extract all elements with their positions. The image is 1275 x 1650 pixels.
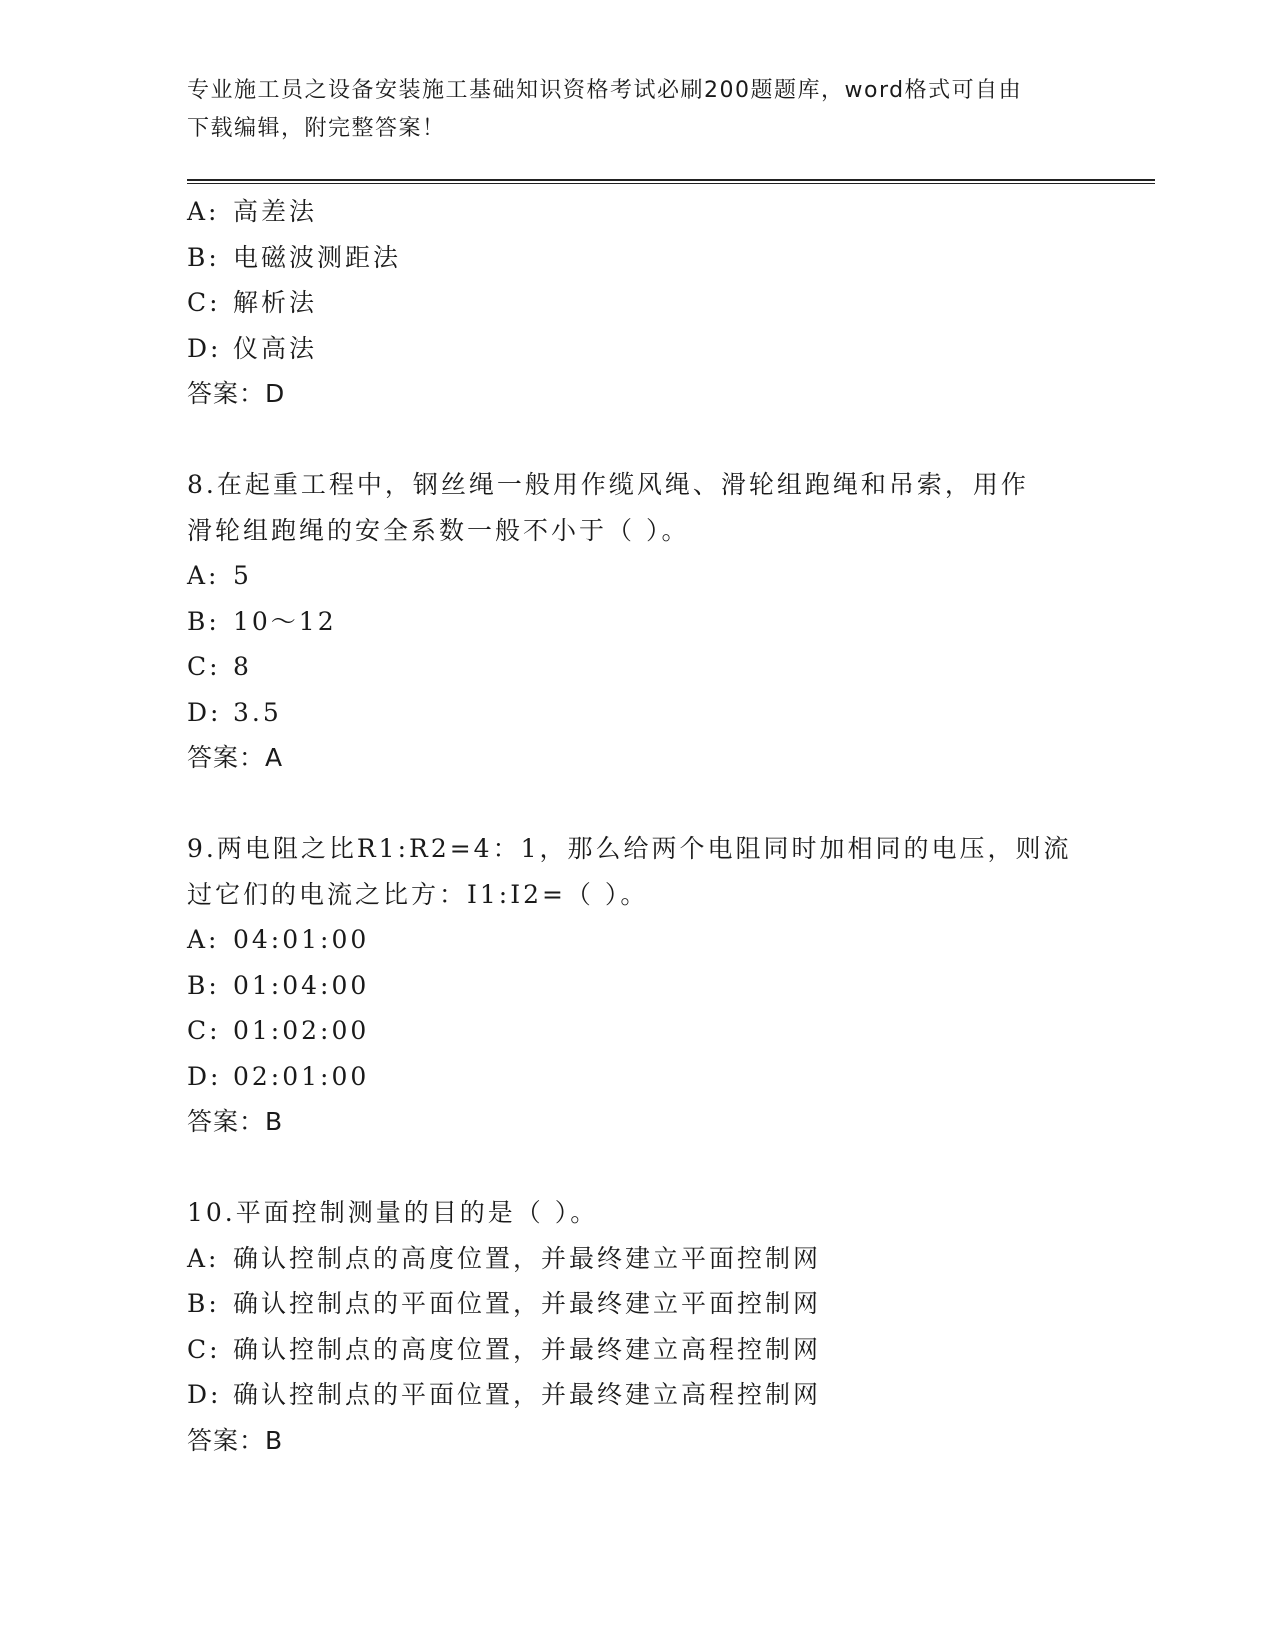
option-key: D: — [187, 1061, 222, 1091]
option-b — [187, 963, 1155, 1009]
option-text: 01:02:00 — [233, 1016, 370, 1045]
answer-line: 答案：B — [187, 1107, 284, 1136]
option-key: C: — [187, 652, 221, 681]
option-key: B: — [187, 970, 220, 1000]
option-key: B: — [187, 242, 220, 272]
question-block — [187, 417, 1155, 781]
option-key: A: — [187, 197, 220, 226]
option-key: D: — [187, 697, 222, 727]
option-text: 确认控制点的平面位置，并最终建立平面控制网 — [233, 1289, 822, 1318]
option-c — [187, 1327, 1155, 1373]
document-page — [187, 0, 1157, 1650]
question-spacer — [187, 781, 1155, 827]
question-spacer — [187, 417, 1155, 463]
option-a — [187, 917, 1155, 963]
question-block — [187, 189, 1155, 417]
option-a — [187, 189, 1155, 235]
option-text: 确认控制点的平面位置，并最终建立高程控制网 — [233, 1380, 822, 1409]
answer-line: 答案：B — [187, 1425, 284, 1455]
answer-line: 答案：A — [187, 743, 284, 772]
question-block — [187, 781, 1155, 1145]
question-stem-line: 滑轮组跑绳的安全系数一般不小于（ ）。 — [187, 515, 690, 545]
option-text: 04:01:00 — [233, 925, 370, 954]
option-text: 02:01:00 — [233, 1061, 370, 1091]
option-b — [187, 599, 1155, 645]
option-key: D: — [187, 1380, 222, 1409]
question-list — [187, 189, 1155, 1463]
header-line-1: 专业施工员之设备安装施工基础知识资格考试必刷200题题库，word格式可自由 — [187, 78, 1023, 103]
question-stem-line: 8.在起重工程中，钢丝绳一般用作缆风绳、滑轮组跑绳和吊索，用作 — [187, 470, 1029, 499]
option-key: B: — [187, 1289, 220, 1318]
option-text: 5 — [233, 561, 252, 590]
option-text: 01:04:00 — [233, 970, 370, 1000]
option-d — [187, 326, 1155, 372]
header-line-2: 下载编辑，附完整答案！ — [187, 116, 446, 141]
option-d — [187, 1372, 1155, 1418]
option-key: C: — [187, 1334, 221, 1364]
question-stem-line: 10.平面控制测量的目的是（ ）。 — [187, 1198, 599, 1227]
header-divider — [187, 179, 1155, 184]
option-b — [187, 1281, 1155, 1327]
option-c — [187, 280, 1155, 326]
option-b — [187, 235, 1155, 281]
option-d — [187, 690, 1155, 736]
option-key: B: — [187, 606, 220, 636]
option-text: 解析法 — [233, 288, 318, 317]
option-a — [187, 553, 1155, 599]
option-text: 10～12 — [233, 606, 337, 636]
question-block — [187, 1145, 1155, 1464]
option-text: 仪高法 — [233, 333, 318, 363]
option-text: 8 — [233, 652, 252, 681]
option-text: 高差法 — [233, 197, 318, 226]
option-key: C: — [187, 1016, 221, 1045]
document-header — [187, 72, 1067, 148]
question-stem-line: 过它们的电流之比方：I1:I2=（ ）。 — [187, 879, 649, 909]
option-key: A: — [187, 1243, 220, 1273]
option-c — [187, 644, 1155, 690]
option-a — [187, 1236, 1155, 1282]
question-stem-line: 9.两电阻之比R1:R2=4：1，那么给两个电阻同时加相同的电压，则流 — [187, 834, 1072, 863]
option-key: D: — [187, 333, 222, 363]
question-spacer — [187, 1145, 1155, 1191]
option-c — [187, 1008, 1155, 1054]
option-key: C: — [187, 288, 221, 317]
option-d — [187, 1054, 1155, 1100]
option-key: A: — [187, 561, 220, 590]
option-text: 电磁波测距法 — [233, 242, 402, 272]
option-text: 确认控制点的高度位置，并最终建立平面控制网 — [233, 1243, 822, 1273]
option-text: 3.5 — [233, 697, 282, 727]
option-key: A: — [187, 925, 220, 954]
answer-line: 答案：D — [187, 379, 286, 408]
option-text: 确认控制点的高度位置，并最终建立高程控制网 — [233, 1334, 822, 1364]
